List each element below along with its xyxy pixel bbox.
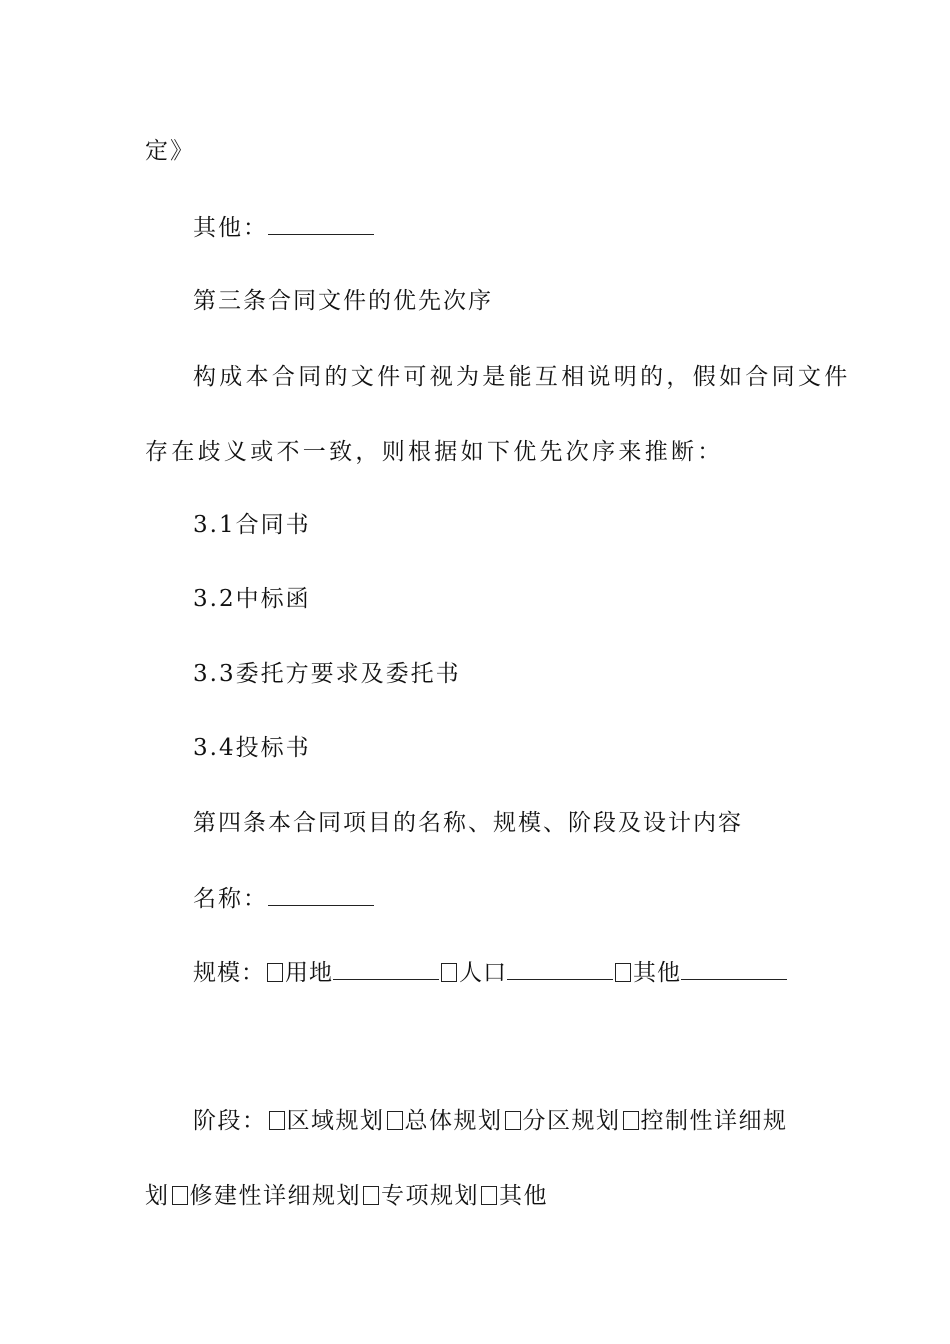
checkbox-district-planning[interactable] [505,1111,521,1130]
checkbox-regional-planning[interactable] [269,1111,285,1130]
population-blank[interactable] [507,957,613,980]
item-3-1: 3.1合同书 [193,512,311,538]
stage-option-other: 其他 [499,1183,548,1209]
scale-option-population: 人口 [459,960,507,986]
land-blank[interactable] [333,957,439,980]
stage-row-1 [193,1106,788,1136]
name-field [193,883,374,914]
checkbox-site-detailed-planning[interactable] [172,1186,188,1205]
other-field [193,212,374,243]
checkbox-master-planning[interactable] [387,1111,403,1130]
stage-option-site: 修建性详细规划 [189,1183,361,1209]
stage-option-regional: 区域规划 [286,1108,385,1134]
stage-option-regulatory-cont: 划 [145,1183,170,1209]
stage-option-regulatory: 控制性详细规 [640,1108,788,1134]
scale-row [193,957,787,988]
scale-option-other: 其他 [633,960,681,986]
article-3-paragraph-line-1: 构成本合同的文件可视为是能互相说明的，假如合同文件 [193,364,851,390]
checkbox-stage-other[interactable] [481,1186,497,1205]
stage-option-special: 专项规划 [381,1183,479,1209]
other-label: 其他： [193,215,268,241]
name-label: 名称： [193,886,268,912]
item-3-3: 3.3委托方要求及委托书 [193,661,461,687]
stage-option-district: 分区规划 [522,1108,621,1134]
scale-option-land: 用地 [285,960,333,986]
article-4-heading: 第四条本合同项目的名称、规模、阶段及设计内容 [193,810,743,836]
item-3-4: 3.4投标书 [193,735,311,761]
checkbox-special-planning[interactable] [363,1186,379,1205]
name-blank[interactable] [268,883,374,906]
stage-label: 阶段： [193,1108,267,1134]
continued-text: 定》 [145,138,195,164]
checkbox-population[interactable] [441,963,457,982]
scale-other-blank[interactable] [681,957,787,980]
scale-label: 规模： [193,960,265,986]
stage-option-master: 总体规划 [404,1108,503,1134]
article-3-heading: 第三条合同文件的优先次序 [193,288,493,314]
checkbox-scale-other[interactable] [615,963,631,982]
checkbox-land[interactable] [267,963,283,982]
article-3-paragraph-line-2: 存在歧义或不一致，则根据如下优先次序来推断： [145,439,724,465]
item-3-2: 3.2中标函 [193,586,311,612]
checkbox-regulatory-detailed-planning[interactable] [623,1111,639,1130]
stage-row-2 [145,1181,548,1211]
other-blank[interactable] [268,212,374,235]
